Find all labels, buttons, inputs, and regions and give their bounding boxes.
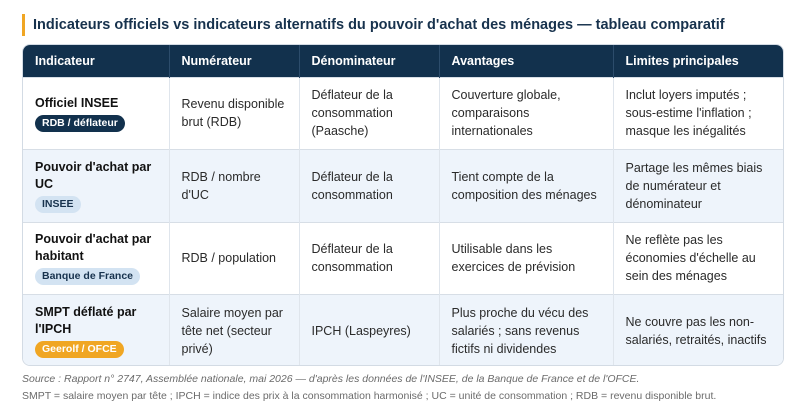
indicator-cell bbox=[23, 77, 169, 149]
comparison-table bbox=[23, 45, 784, 366]
indicator-cell bbox=[23, 222, 169, 294]
limits-cell: Inclut loyers imputés ; sous-estime l'inflation ; masque les inégalités bbox=[613, 77, 784, 149]
source-badge: INSEE bbox=[35, 196, 81, 213]
source-note: Source : Rapport n° 2747, Assemblée nationale, mai 2026 — d'après les données de l'INSEE, de la Banque de France et de l'OFCE. bbox=[22, 373, 640, 385]
advantages-cell: Couverture globale, comparaisons internationales bbox=[439, 77, 613, 149]
source-badge: Banque de France bbox=[35, 268, 140, 285]
indicator-cell bbox=[23, 149, 169, 222]
advantages-cell: Tient compte de la composition des ménages bbox=[439, 149, 613, 222]
header-indicateur: Indicateur bbox=[23, 45, 169, 77]
denominator-cell: Déflateur de la consommation bbox=[299, 149, 439, 222]
denominator-cell: Déflateur de la consommation (Paasche) bbox=[299, 77, 439, 149]
numerator-cell: Salaire moyen par tête net (secteur privé) bbox=[169, 294, 299, 366]
header-numerateur: Numérateur bbox=[169, 45, 299, 77]
denominator-cell: IPCH (Laspeyres) bbox=[299, 294, 439, 366]
limits-cell: Ne couvre pas les non-salariés, retraités, inactifs bbox=[613, 294, 784, 366]
header-denominateur: Dénominateur bbox=[299, 45, 439, 77]
source-badge: Geerolf / OFCE bbox=[35, 341, 124, 358]
indicator-name: Officiel INSEE bbox=[35, 95, 119, 110]
table-row bbox=[23, 222, 784, 294]
source-badge: RDB / déflateur bbox=[35, 115, 125, 132]
numerator-cell: Revenu disponible brut (RDB) bbox=[169, 77, 299, 149]
page-title: Indicateurs officiels vs indicateurs alternatifs du pouvoir d'achat des ménages — tableau comparatif bbox=[33, 17, 725, 33]
header-avantages: Avantages bbox=[439, 45, 613, 77]
numerator-cell: RDB / nombre d'UC bbox=[169, 149, 299, 222]
advantages-cell: Utilisable dans les exercices de prévision bbox=[439, 222, 613, 294]
limits-cell: Partage les mêmes biais de numérateur et dénominateur bbox=[613, 149, 784, 222]
indicator-name: SMPT déflaté par l'IPCH bbox=[35, 304, 137, 336]
comparison-table-container bbox=[22, 44, 784, 366]
denominator-cell: Déflateur de la consommation bbox=[299, 222, 439, 294]
abbreviations-note: SMPT = salaire moyen par tête ; IPCH = indice des prix à la consommation harmonisé ; UC = unité de consommation ; RDB = revenu disponible brut. bbox=[22, 390, 717, 402]
title-accent-bar bbox=[22, 14, 25, 36]
table-row bbox=[23, 149, 784, 222]
table-header-row bbox=[23, 45, 784, 77]
limits-cell: Ne reflète pas les économies d'échelle au sein des ménages bbox=[613, 222, 784, 294]
advantages-cell: Plus proche du vécu des salariés ; sans revenus fictifs ni dividendes bbox=[439, 294, 613, 366]
indicator-name: Pouvoir d'achat par habitant bbox=[35, 232, 152, 263]
indicator-cell bbox=[23, 294, 169, 366]
table-row bbox=[23, 77, 784, 149]
header-limites: Limites principales bbox=[625, 53, 739, 68]
table-row bbox=[23, 294, 784, 366]
numerator-cell: RDB / population bbox=[169, 222, 299, 294]
title-bar bbox=[22, 12, 725, 38]
indicator-name: Pouvoir d'achat par UC bbox=[35, 159, 152, 191]
